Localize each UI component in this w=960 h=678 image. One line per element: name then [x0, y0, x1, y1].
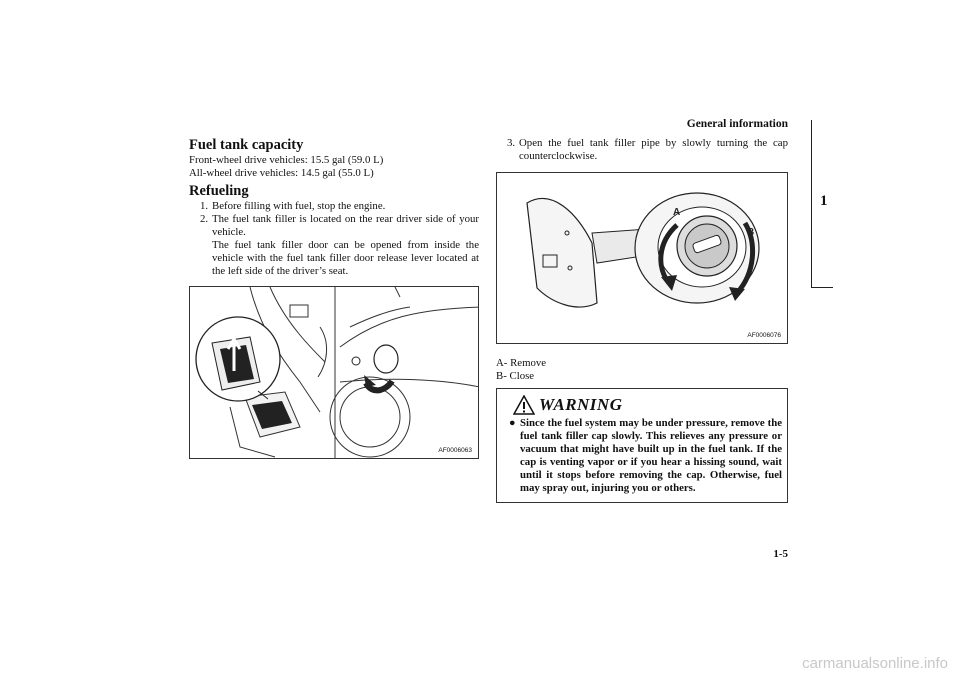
step-1-number: 1.	[200, 200, 209, 212]
left-column	[189, 137, 479, 278]
label-a: A	[673, 207, 681, 218]
right-column	[496, 137, 788, 163]
step-2-text: The fuel tank filler is located on the rear driver side of your vehicle.	[212, 213, 479, 238]
warning-triangle-icon	[513, 395, 535, 415]
figure-2-code: AF0006076	[747, 332, 781, 339]
warning-text: Since the fuel system may be under pressure, remove the fuel tank filler cap slowly. This relieves any pressure or vacuum that might have built up in the fuel tank. If the cap is venting vapor or if you hear a hissing sound, wait until it stops before removing the cap. Otherwise, fuel may spray out, injuring you or others.	[520, 417, 782, 494]
step-2	[189, 213, 479, 239]
running-header: General information	[686, 118, 788, 130]
legend-item-a: A- Remove	[496, 357, 547, 369]
figure-filler-cap	[496, 172, 788, 344]
warning-header	[507, 393, 647, 415]
step-3-number: 3.	[507, 137, 516, 149]
warning-title: WARNING	[539, 395, 623, 414]
step-3	[496, 137, 788, 163]
step-3-text: Open the fuel tank filler pipe by slowly turning the cap counterclockwise.	[519, 137, 788, 162]
bullet-icon: ●	[509, 417, 516, 429]
step-2-number: 2.	[200, 213, 209, 225]
capacity-line-fwd: Front-wheel drive vehicles: 15.5 gal (59.0 L)	[189, 154, 384, 166]
legend-item-b: B- Close	[496, 370, 535, 382]
warning-box	[496, 388, 788, 503]
figure-1-code: AF0006063	[438, 447, 472, 454]
refueling-heading: Refueling	[189, 183, 249, 199]
figure-release-lever	[189, 286, 479, 459]
capacity-heading: Fuel tank capacity	[189, 137, 304, 153]
watermark-url: carmanualsonline.info	[802, 655, 948, 672]
step-1	[189, 200, 479, 213]
step-2-paragraph: The fuel tank filler door can be opened from inside the vehicle with the fuel tank filler door release lever located at the left side of the driver’s seat.	[212, 239, 479, 277]
filler-cap-illustration	[497, 173, 788, 344]
chapter-number: 1	[820, 193, 828, 209]
step-1-text: Before filling with fuel, stop the engine.	[212, 200, 386, 212]
page-number: 1-5	[773, 548, 788, 560]
release-lever-illustration	[190, 287, 479, 459]
figure-legend	[496, 357, 546, 383]
label-b: B	[747, 227, 755, 238]
warning-text-block	[509, 417, 782, 495]
capacity-line-awd: All-wheel drive vehicles: 14.5 gal (55.0 L)	[189, 167, 374, 179]
